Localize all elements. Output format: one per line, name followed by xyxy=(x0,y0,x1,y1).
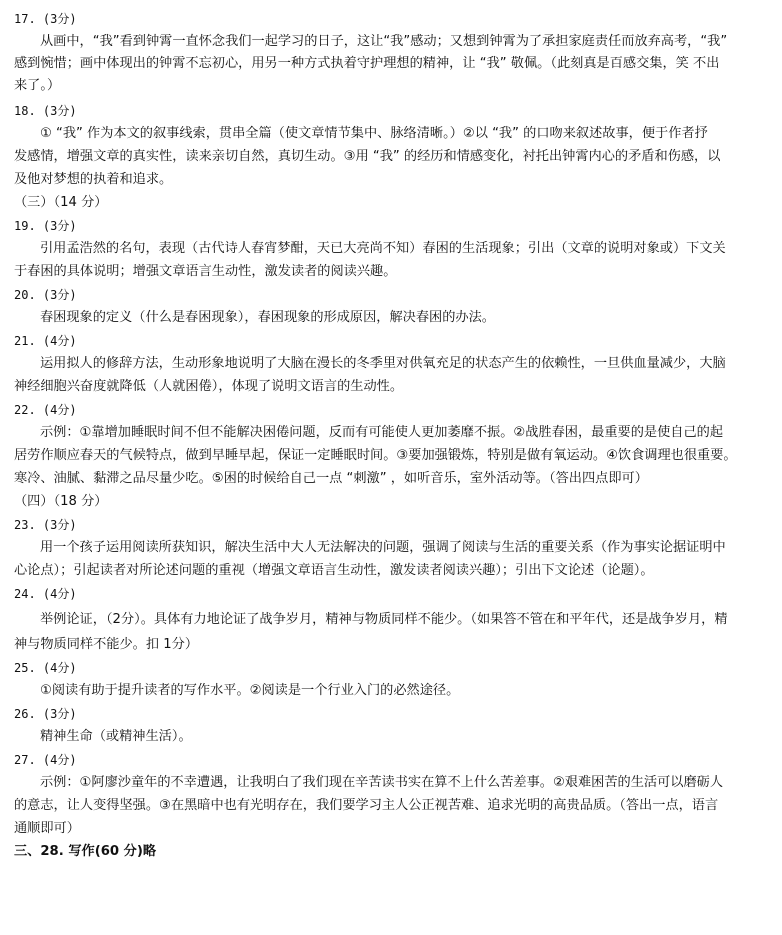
question-25-header: 25. (4分) xyxy=(14,661,77,675)
answer-18-line-1: ① “我” 作为本文的叙事线索，贯串全篇（使文章情节集中、脉络清晰。）②以 “我” 的口吻来叙述故事，便于作者抒 xyxy=(40,126,708,141)
section-4-header: （四）（18 分） xyxy=(14,494,108,509)
question-24-header: 24. (4分) xyxy=(14,587,77,601)
answer-27-line-1: 示例：①阿廖沙童年的不幸遭遇，让我明白了我们现在辛苦读书实在算不上什么苦差事。②艰难困苦的生活可以磨砺人 xyxy=(40,775,724,790)
answer-19-line-2: 于春困的具体说明；增强文章语言生动性，激发读者的阅读兴趣。 xyxy=(14,264,397,279)
answer-21-line-2: 神经细胞兴奋度就降低（人就困倦），体现了说明文语言的生动性。 xyxy=(14,379,404,394)
answer-22-line-1: 示例：①靠增加睡眠时间不但不能解决困倦问题，反而有可能使人更加萎靡不振。②战胜春困，最重要的是使自己的起 xyxy=(40,425,724,440)
answer-18-line-3: 及他对梦想的执着和追求。 xyxy=(14,172,173,187)
answer-23-line-1: 用一个孩子运用阅读所获知识，解决生活中大人无法解决的问题，强调了阅读与生活的重要关系（作为事实论据证明中 xyxy=(40,540,726,555)
answer-27-line-2: 的意志，让人变得坚强。③在黑暗中也有光明存在，我们要学习主人公正视苦难、追求光明的高贵品质。（答出一点，语言 xyxy=(14,798,719,813)
answer-17-line-2: 感到惋惜；画中体现出的钟霄不忘初心，用另一种方式执着守护理想的精神，让 “我” 敬佩。（此刻真是百感交集，笑 不出 xyxy=(14,56,720,71)
answer-24-line-2: 神与物质同样不能少。扣 1分） xyxy=(14,637,199,652)
answer-20-line-1: 春困现象的定义（什么是春困现象），春困现象的形成原因，解决春困的办法。 xyxy=(40,310,495,325)
answer-26-line-1: 精神生命（或精神生活）。 xyxy=(40,729,192,744)
question-26-header: 26. (3分) xyxy=(14,707,77,721)
question-19-header: 19. (3分) xyxy=(14,219,77,233)
question-18-header: 18. (3分) xyxy=(14,104,77,118)
answer-22-line-2: 居劳作顺应春天的气候特点，做到早睡早起，保证一定睡眠时间。③要加强锻炼，特别是做有氧运动。④饮食调理也很重要。 xyxy=(14,448,737,463)
answer-27-line-3: 通顺即可） xyxy=(14,821,80,836)
answer-17-line-3: 来了。） xyxy=(14,78,61,93)
question-17-header: 17. (3分) xyxy=(14,12,77,26)
question-21-header: 21. (4分) xyxy=(14,334,77,348)
question-27-header: 27. (4分) xyxy=(14,753,77,767)
answer-23-line-2: 心论点）；引起读者对所论述问题的重视（增强文章语言生动性，激发读者阅读兴趣）；引出下文论述（论题）。 xyxy=(14,563,654,578)
section-3-header: （三）（14 分） xyxy=(14,195,108,210)
writing-section-title: 三、28. 写作(60 分)略 xyxy=(14,844,157,859)
answer-22-line-3: 寒冷、油腻、黏滞之品尽量少吃。⑤困的时候给自己一点 “刺激” ，如听音乐，室外活动等。（答出四点即可） xyxy=(14,471,648,486)
answer-25-line-1: ①阅读有助于提升读者的写作水平。②阅读是一个行业入门的必然途径。 xyxy=(40,683,460,698)
answer-24-line-1: 举例论证，（2分）。具体有力地论证了战争岁月，精神与物质同样不能少。（如果答不管在和平年代，还是战争岁月，精 xyxy=(40,612,728,627)
answer-18-line-2: 发感情，增强文章的真实性，读来亲切自然，真切生动。③用 “我” 的经历和情感变化，衬托出钟霄内心的矛盾和伤感，以 xyxy=(14,149,721,164)
answer-17-line-1: 从画中，“我”看到钟霄一直怀念我们一起学习的日子，这让“我”感动；又想到钟霄为了承担家庭责任而放弃高考，“我” xyxy=(40,34,728,49)
question-22-header: 22. (4分) xyxy=(14,403,77,417)
question-20-header: 20. (3分) xyxy=(14,288,77,302)
question-23-header: 23. (3分) xyxy=(14,518,77,532)
answer-21-line-1: 运用拟人的修辞方法，生动形象地说明了大脑在漫长的冬季里对供氧充足的状态产生的依赖性，一旦供血量减少，大脑 xyxy=(40,356,726,371)
answer-19-line-1: 引用孟浩然的名句，表现（古代诗人春宵梦酣，天已大亮尚不知）春困的生活现象；引出（文章的说明对象或）下文关 xyxy=(40,241,726,256)
